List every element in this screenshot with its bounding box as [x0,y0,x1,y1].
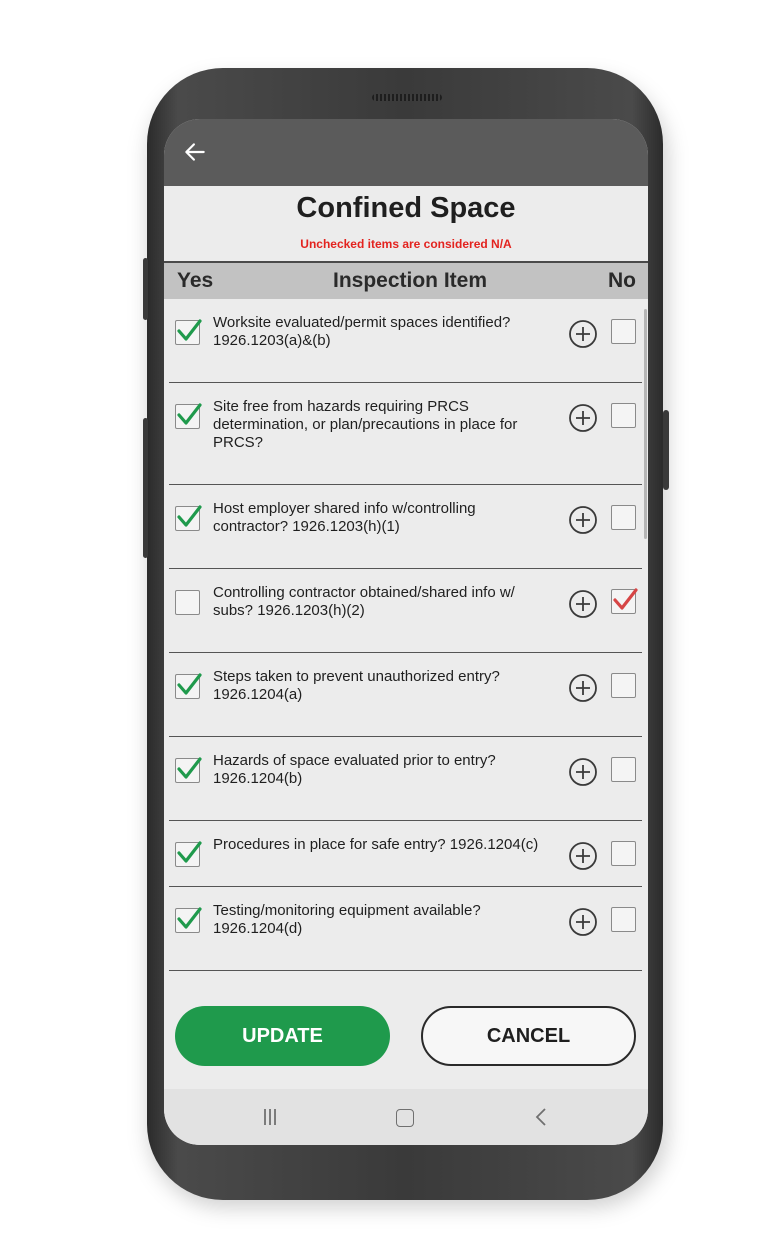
checkmark-icon [174,669,204,699]
no-checkbox[interactable] [611,673,636,698]
inspection-item-text: Hazards of space evaluated prior to entry? 1926.1204(b) [213,752,496,787]
no-checkbox[interactable] [611,907,636,932]
plus-circle-icon[interactable] [568,907,598,937]
inspection-item-text: Testing/monitoring equipment available? 1926.1204(d) [213,902,481,937]
plus-circle-icon[interactable] [568,589,598,619]
header-no: No [608,269,636,292]
yes-checkbox[interactable] [175,404,200,429]
yes-checkbox[interactable] [175,320,200,345]
no-checkbox[interactable] [611,403,636,428]
no-checkbox[interactable] [611,505,636,530]
table-row [169,737,642,821]
table-row [169,569,642,653]
next-item-peek [212,982,552,988]
plus-circle-icon[interactable] [568,319,598,349]
no-checkbox[interactable] [611,841,636,866]
plus-circle-icon[interactable] [568,841,598,871]
plus-circle-icon[interactable] [568,403,598,433]
no-checkbox[interactable] [611,757,636,782]
header-yes: Yes [177,269,214,292]
bixby-button [143,418,148,558]
checkmark-icon [174,315,204,345]
yes-checkbox[interactable] [175,506,200,531]
table-row [169,821,642,887]
scrollbar[interactable] [644,309,647,539]
power-button [663,410,669,490]
plus-circle-icon[interactable] [568,673,598,703]
plus-circle-icon[interactable] [568,757,598,787]
checkmark-icon [174,501,204,531]
volume-button [143,258,148,320]
home-icon[interactable] [396,1109,414,1127]
table-row [169,299,642,383]
table-header [164,261,648,299]
yes-checkbox[interactable] [175,842,200,867]
checkmark-icon [174,753,204,783]
no-checkbox[interactable] [611,589,636,614]
checkmark-icon [174,837,204,867]
inspection-list[interactable] [164,299,648,989]
system-nav-bar [164,1089,648,1145]
yes-checkbox[interactable] [175,674,200,699]
screen [164,119,648,1145]
page-title: Confined Space [296,192,516,224]
yes-checkbox[interactable] [175,758,200,783]
header-inspection-item: Inspection Item [332,269,488,292]
inspection-item-text: Procedures in place for safe entry? 1926.1204(c) [213,836,539,853]
table-row [169,653,642,737]
inspection-item-text: Host employer shared info w/controlling contractor? 1926.1203(h)(1) [213,500,476,535]
inspection-item-text: Site free from hazards requiring PRCS determination, or plan/precautions in place for PRCS? [213,398,518,451]
cancel-button[interactable]: CANCEL [421,1006,636,1066]
yes-checkbox[interactable] [175,908,200,933]
yes-checkbox[interactable] [175,590,200,615]
arrow-left-icon[interactable] [182,139,208,165]
inspection-item-text: Worksite evaluated/permit spaces identified? 1926.1203(a)&(b) [213,314,511,349]
app-bar [164,119,648,186]
checkmark-icon [174,399,204,429]
earpiece-speaker [372,94,442,101]
update-button[interactable]: UPDATE [175,1006,390,1066]
table-row [169,383,642,485]
nav-back-icon[interactable] [534,1107,548,1127]
checkmark-icon [610,584,640,614]
plus-circle-icon[interactable] [568,505,598,535]
recents-icon[interactable] [260,1107,280,1127]
checkmark-icon [174,903,204,933]
na-notice: Unchecked items are considered N/A [300,237,512,251]
table-row [169,485,642,569]
no-checkbox[interactable] [611,319,636,344]
inspection-item-text: Controlling contractor obtained/shared info w/ subs? 1926.1203(h)(2) [213,584,515,619]
inspection-item-text: Steps taken to prevent unauthorized entry? 1926.1204(a) [213,668,500,703]
table-row [169,887,642,971]
